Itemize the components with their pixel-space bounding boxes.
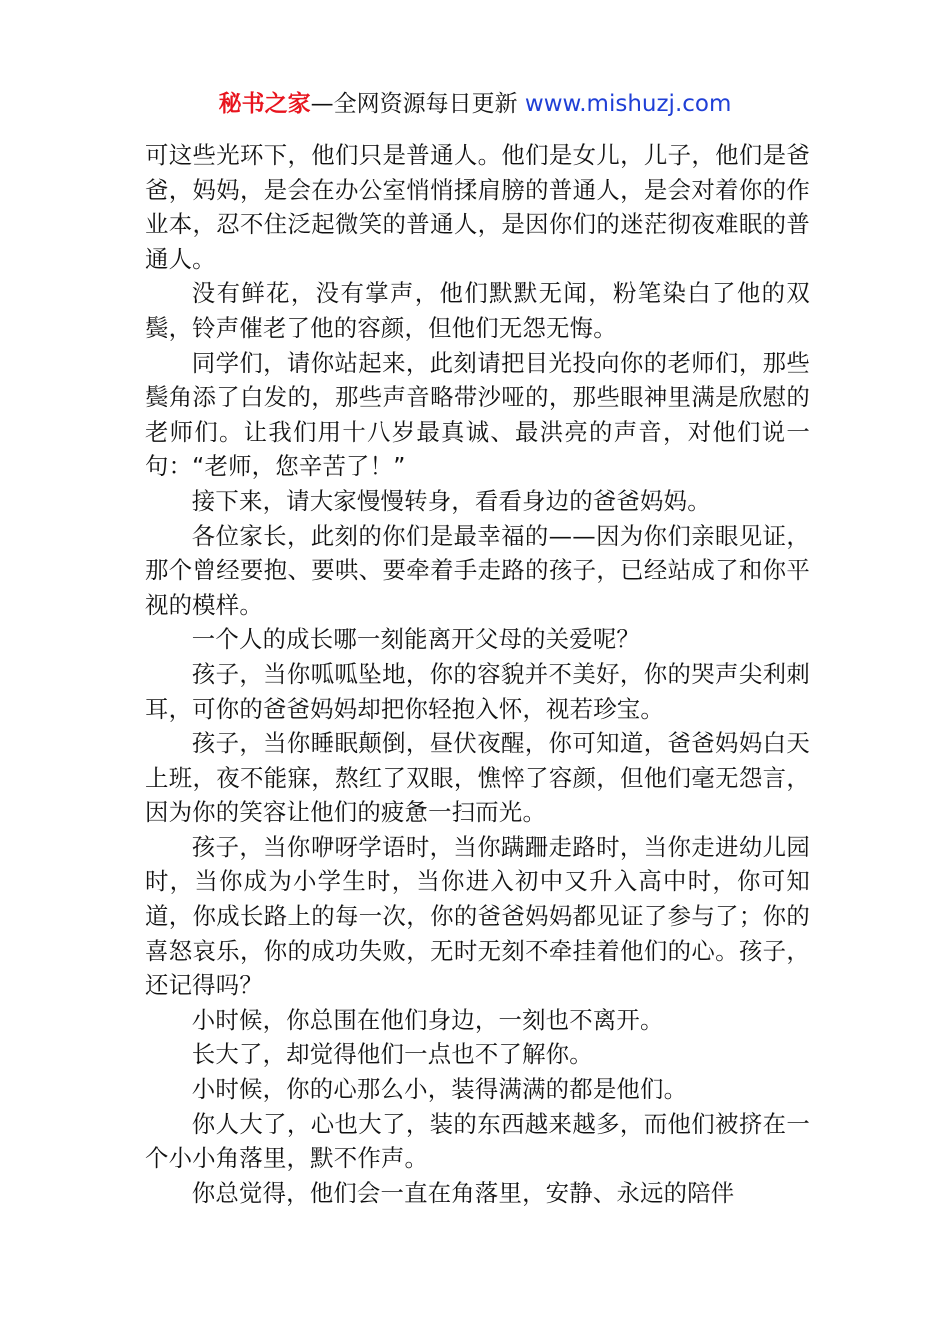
paragraph-14: 你总觉得，他们会一直在角落里，安静、永远的陪伴 [191,1178,735,1207]
paragraph-5: 各位家长，此刻的你们是最幸福的——因为你们亲眼见证，那个曾经要抱、要哄、要牵着手走路的孩子，已经站成了和你平视的模样。 [145,521,810,619]
paragraph-6: 一个人的成长哪一刻能离开父母的关爱呢？ [191,625,641,654]
paragraph-2: 没有鲜花，没有掌声，他们默默无闻，粉笔染白了他的双鬓，铃声催老了他的容颜，但他们无怨无悔。 [145,279,810,342]
header-tagline: —全网资源每日更新 [310,91,518,117]
paragraph-1: 可这些光环下，他们只是普通人。他们是女儿，儿子，他们是爸爸，妈妈，是会在办公室悄悄揉肩膀的普通人，是会对着你的作业本，忍不住泛起微笑的普通人，是因你们的迷茫彻夜难眠的普通人。 [145,141,810,273]
brand-name: 秘书之家 [218,91,311,117]
document-body [145,138,810,1210]
paragraph-11: 长大了，却觉得他们一点也不了解你。 [191,1040,593,1069]
page-header [0,88,950,120]
paragraph-4: 接下来，请大家慢慢转身，看看身边的爸爸妈妈。 [191,486,711,515]
paragraph-8: 孩子，当你睡眠颠倒，昼伏夜醒，你可知道，爸爸妈妈白天上班，夜不能寐，熬红了双眼，憔悴了容颜，但他们毫无怨言，因为你的笑容让他们的疲惫一扫而光。 [145,729,810,827]
paragraph-12: 小时候，你的心那么小，装得满满的都是他们。 [191,1075,688,1104]
paragraph-7: 孩子，当你呱呱坠地，你的容貌并不美好，你的哭声尖利刺耳，可你的爸爸妈妈却把你轻抱入怀，视若珍宝。 [145,659,810,723]
paragraph-9: 孩子，当你咿呀学语时，当你蹒跚走路时，当你走进幼儿园时，当你成为小学生时，当你进入初中又升入高中时，你可知道，你成长路上的每一次，你的爸爸妈妈都见证了参与了；你的喜怒哀乐，你的成功失败，无时无刻不牵挂着他们的心。孩子，还记得吗？ [145,832,810,1000]
header-url-link[interactable]: www.mishuzj.com [517,91,732,117]
paragraph-13: 你人大了，心也大了，装的东西越来越多，而他们被挤在一个小小角落里，默不作声。 [145,1109,810,1173]
paragraph-10: 小时候，你总围在他们身边，一刻也不离开。 [191,1005,664,1034]
paragraph-3: 同学们，请你站起来，此刻请把目光投向你的老师们，那些鬓角添了白发的，那些声音略带沙哑的，那些眼神里满是欣慰的老师们。让我们用十八岁最真诚、最洪亮的声音，对他们说一句：“老师，您辛苦了！” [145,348,810,481]
